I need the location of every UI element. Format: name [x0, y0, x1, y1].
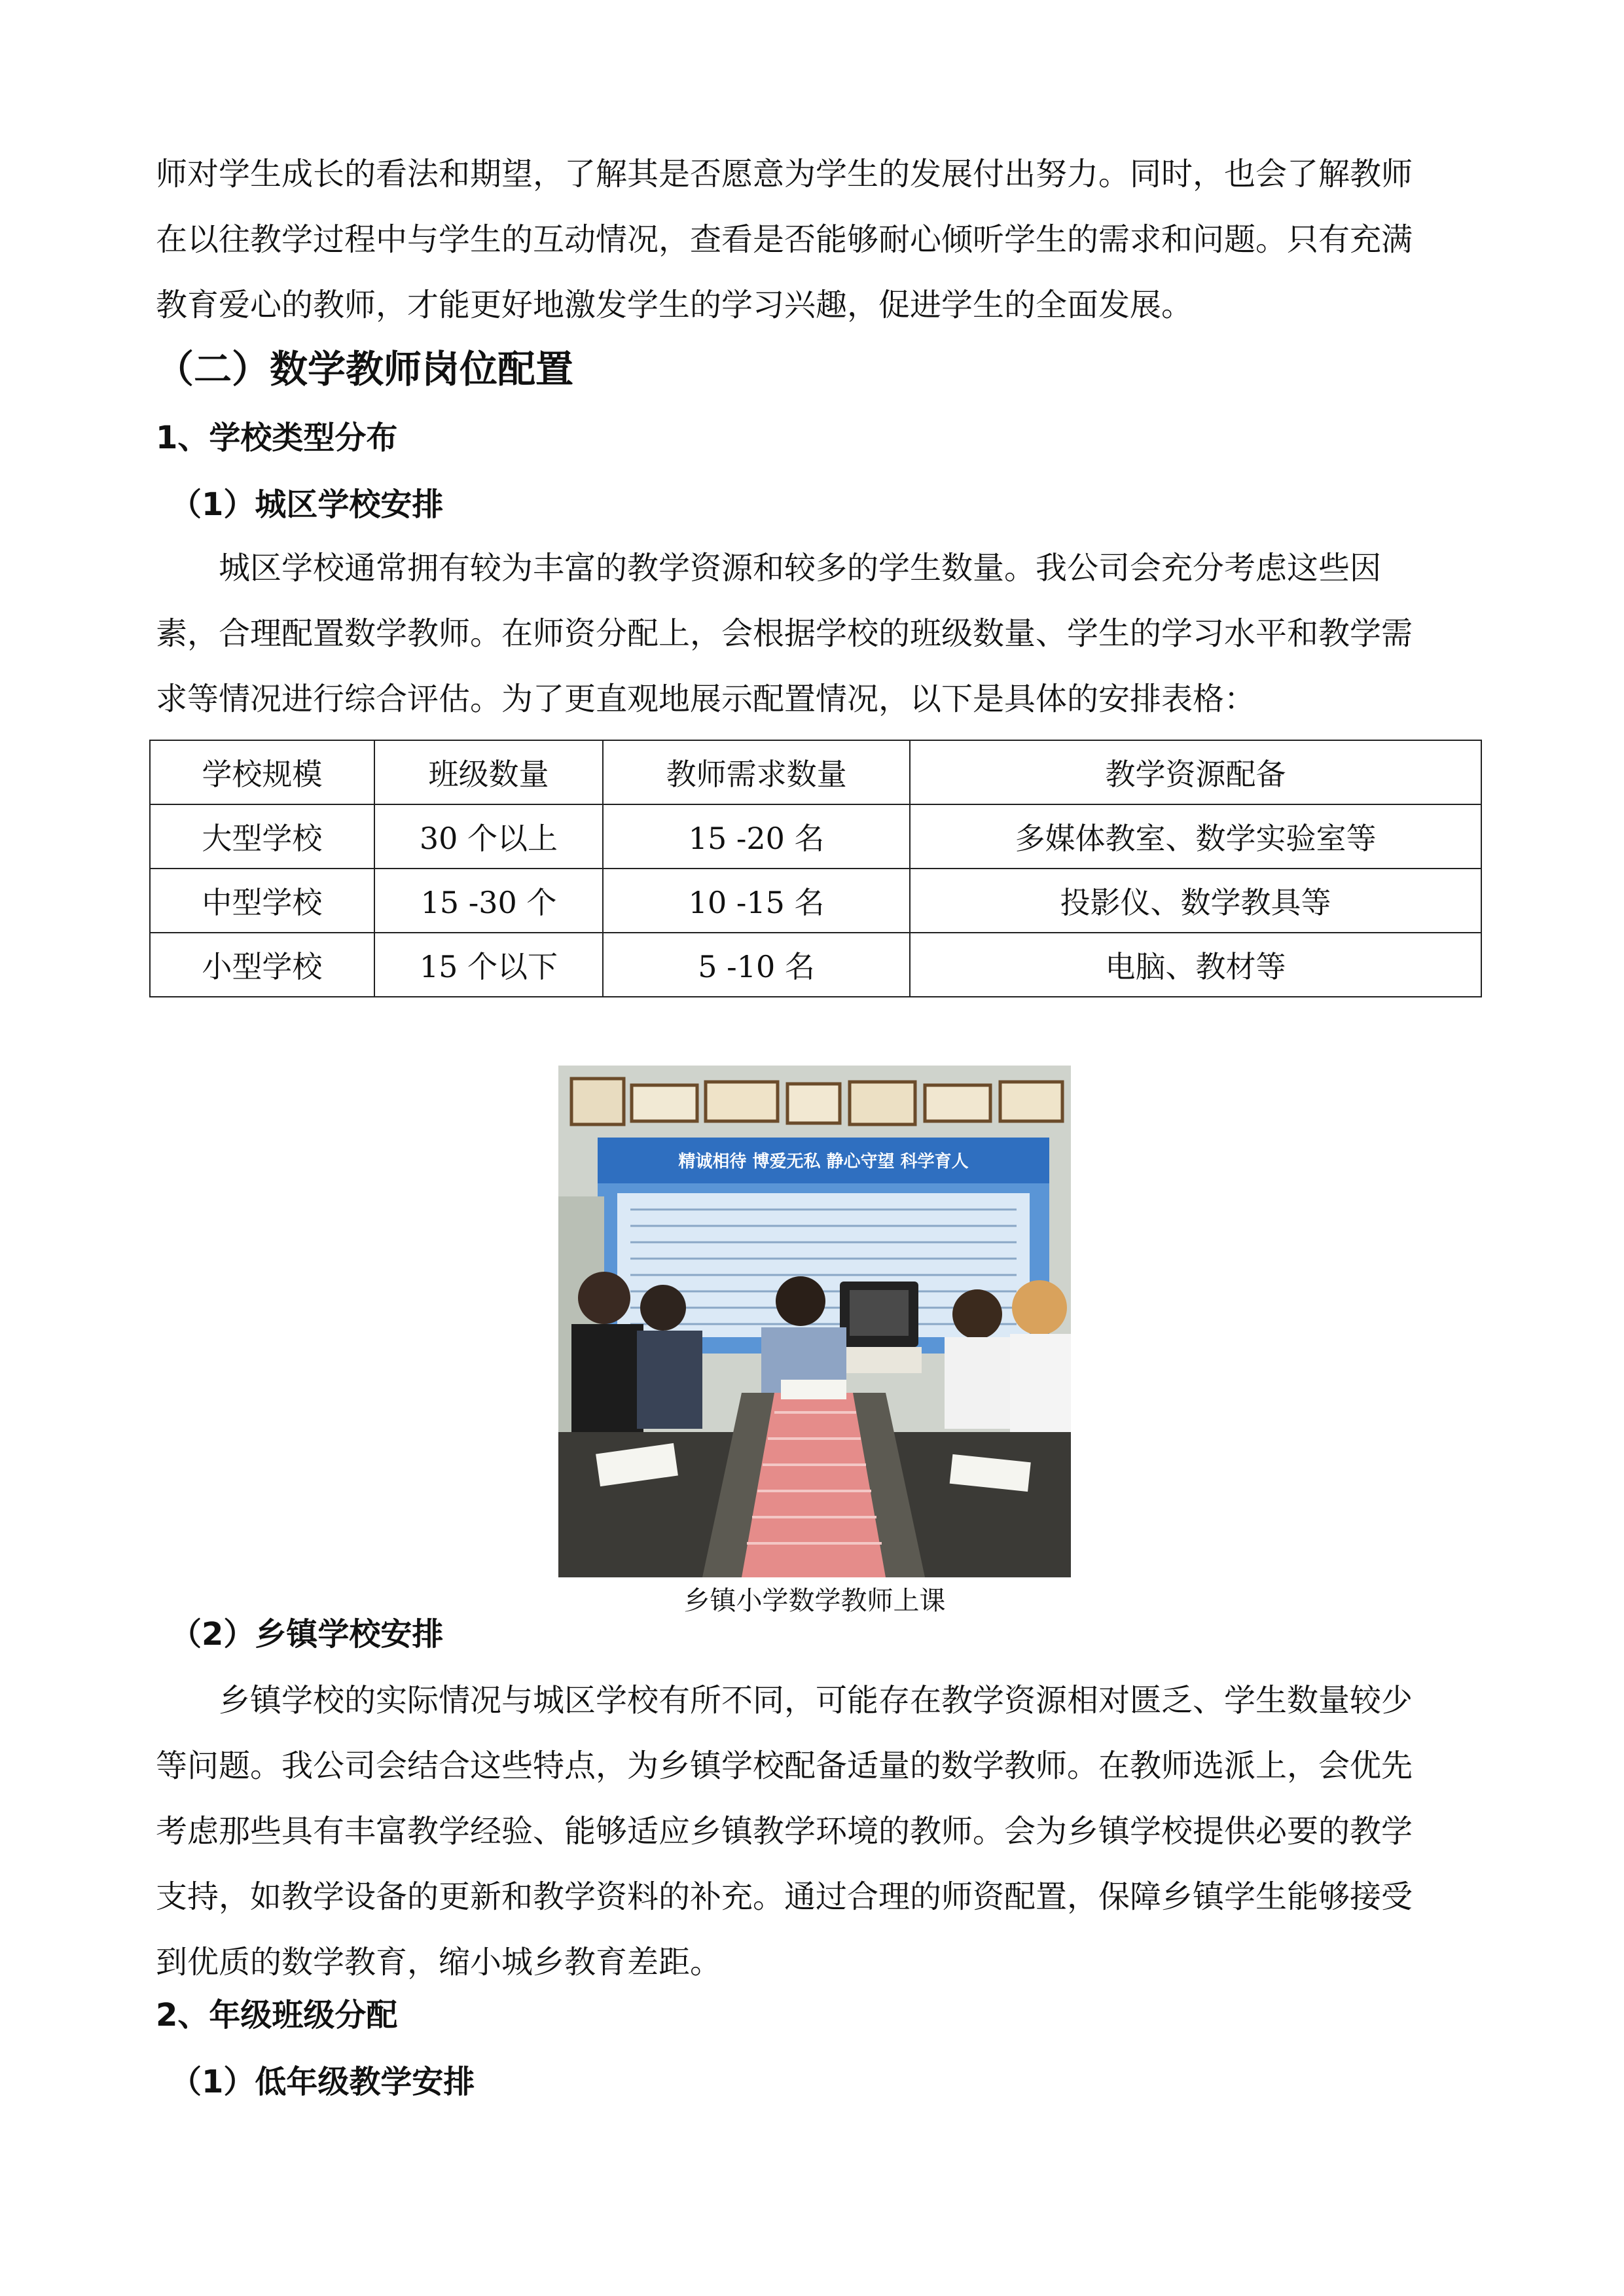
table-header-cell: 班级数量 — [374, 740, 604, 804]
classroom-photo — [558, 1066, 1071, 1577]
urban-schools-title: （1）城区学校安排 — [170, 486, 444, 523]
paragraph-line: 教育爱心的教师，才能更好地激发学生的学习兴趣，促进学生的全面发展。 — [156, 287, 1193, 323]
banner-text: 精诚相待 博爱无私 静心守望 科学育人 — [678, 1152, 969, 1172]
table-cell: 15 -30 个 — [374, 869, 604, 933]
table-cell: 小型学校 — [150, 933, 374, 997]
table-header-row — [150, 740, 1481, 804]
paragraph-line: 乡镇学校的实际情况与城区学校有所不同，可能存在教学资源相对匮乏、学生数量较少 — [219, 1682, 1413, 1719]
table-cell: 大型学校 — [150, 804, 374, 869]
urban-schools-paragraph — [156, 535, 1465, 732]
table-cell: 15 -20 名 — [603, 804, 910, 869]
photo-caption: 乡镇小学数学教师上课 — [683, 1586, 946, 1616]
intro-paragraph — [156, 141, 1465, 338]
subsection-1-title: 1、学校类型分布 — [156, 420, 398, 456]
teacher-allocation-table — [149, 740, 1482, 997]
paragraph-line: 师对学生成长的看法和期望，了解其是否愿意为学生的发展付出努力。同时，也会了解教师 — [156, 156, 1413, 192]
rural-schools-paragraph — [156, 1668, 1465, 1995]
table-header-cell: 学校规模 — [150, 740, 374, 804]
table-cell: 中型学校 — [150, 869, 374, 933]
table-cell: 多媒体教室、数学实验室等 — [910, 804, 1481, 869]
table-cell: 5 -10 名 — [603, 933, 910, 997]
paragraph-line: 考虑那些具有丰富教学经验、能够适应乡镇教学环境的教师。会为乡镇学校提供必要的教学 — [156, 1813, 1413, 1850]
table-row — [150, 804, 1481, 869]
paragraph-line: 在以往教学过程中与学生的互动情况，查看是否能够耐心倾听学生的需求和问题。只有充满 — [156, 221, 1413, 258]
table-header-cell: 教学资源配备 — [910, 740, 1481, 804]
table-cell: 10 -15 名 — [603, 869, 910, 933]
rural-schools-title: （2）乡镇学校安排 — [170, 1616, 444, 1653]
paragraph-line: 等问题。我公司会结合这些特点，为乡镇学校配备适量的数学教师。在教师选派上，会优先 — [156, 1748, 1413, 1784]
table-header-cell: 教师需求数量 — [603, 740, 910, 804]
paragraph-line: 素，合理配置数学教师。在师资分配上，会根据学校的班级数量、学生的学习水平和教学需 — [156, 615, 1413, 652]
table-row — [150, 869, 1481, 933]
paragraph-line: 到优质的数学教育，缩小城乡教育差距。 — [156, 1944, 722, 1981]
section-title: （二）数学教师岗位配置 — [156, 347, 574, 391]
paragraph-line: 城区学校通常拥有较为丰富的教学资源和较多的学生数量。我公司会充分考虑这些因 — [219, 550, 1382, 586]
table-cell: 15 个以下 — [374, 933, 604, 997]
table-row — [150, 933, 1481, 997]
table-cell: 30 个以上 — [374, 804, 604, 869]
table-cell: 投影仪、数学教具等 — [910, 869, 1481, 933]
paragraph-line: 求等情况进行综合评估。为了更直观地展示配置情况，以下是具体的安排表格： — [156, 681, 1256, 717]
low-grade-title: （1）低年级教学安排 — [170, 2064, 475, 2100]
subsection-2-title: 2、年级班级分配 — [156, 1997, 398, 2034]
paragraph-line: 支持，如教学设备的更新和教学资料的补充。通过合理的师资配置，保障乡镇学生能够接受 — [156, 1878, 1413, 1915]
table-cell: 电脑、教材等 — [910, 933, 1481, 997]
